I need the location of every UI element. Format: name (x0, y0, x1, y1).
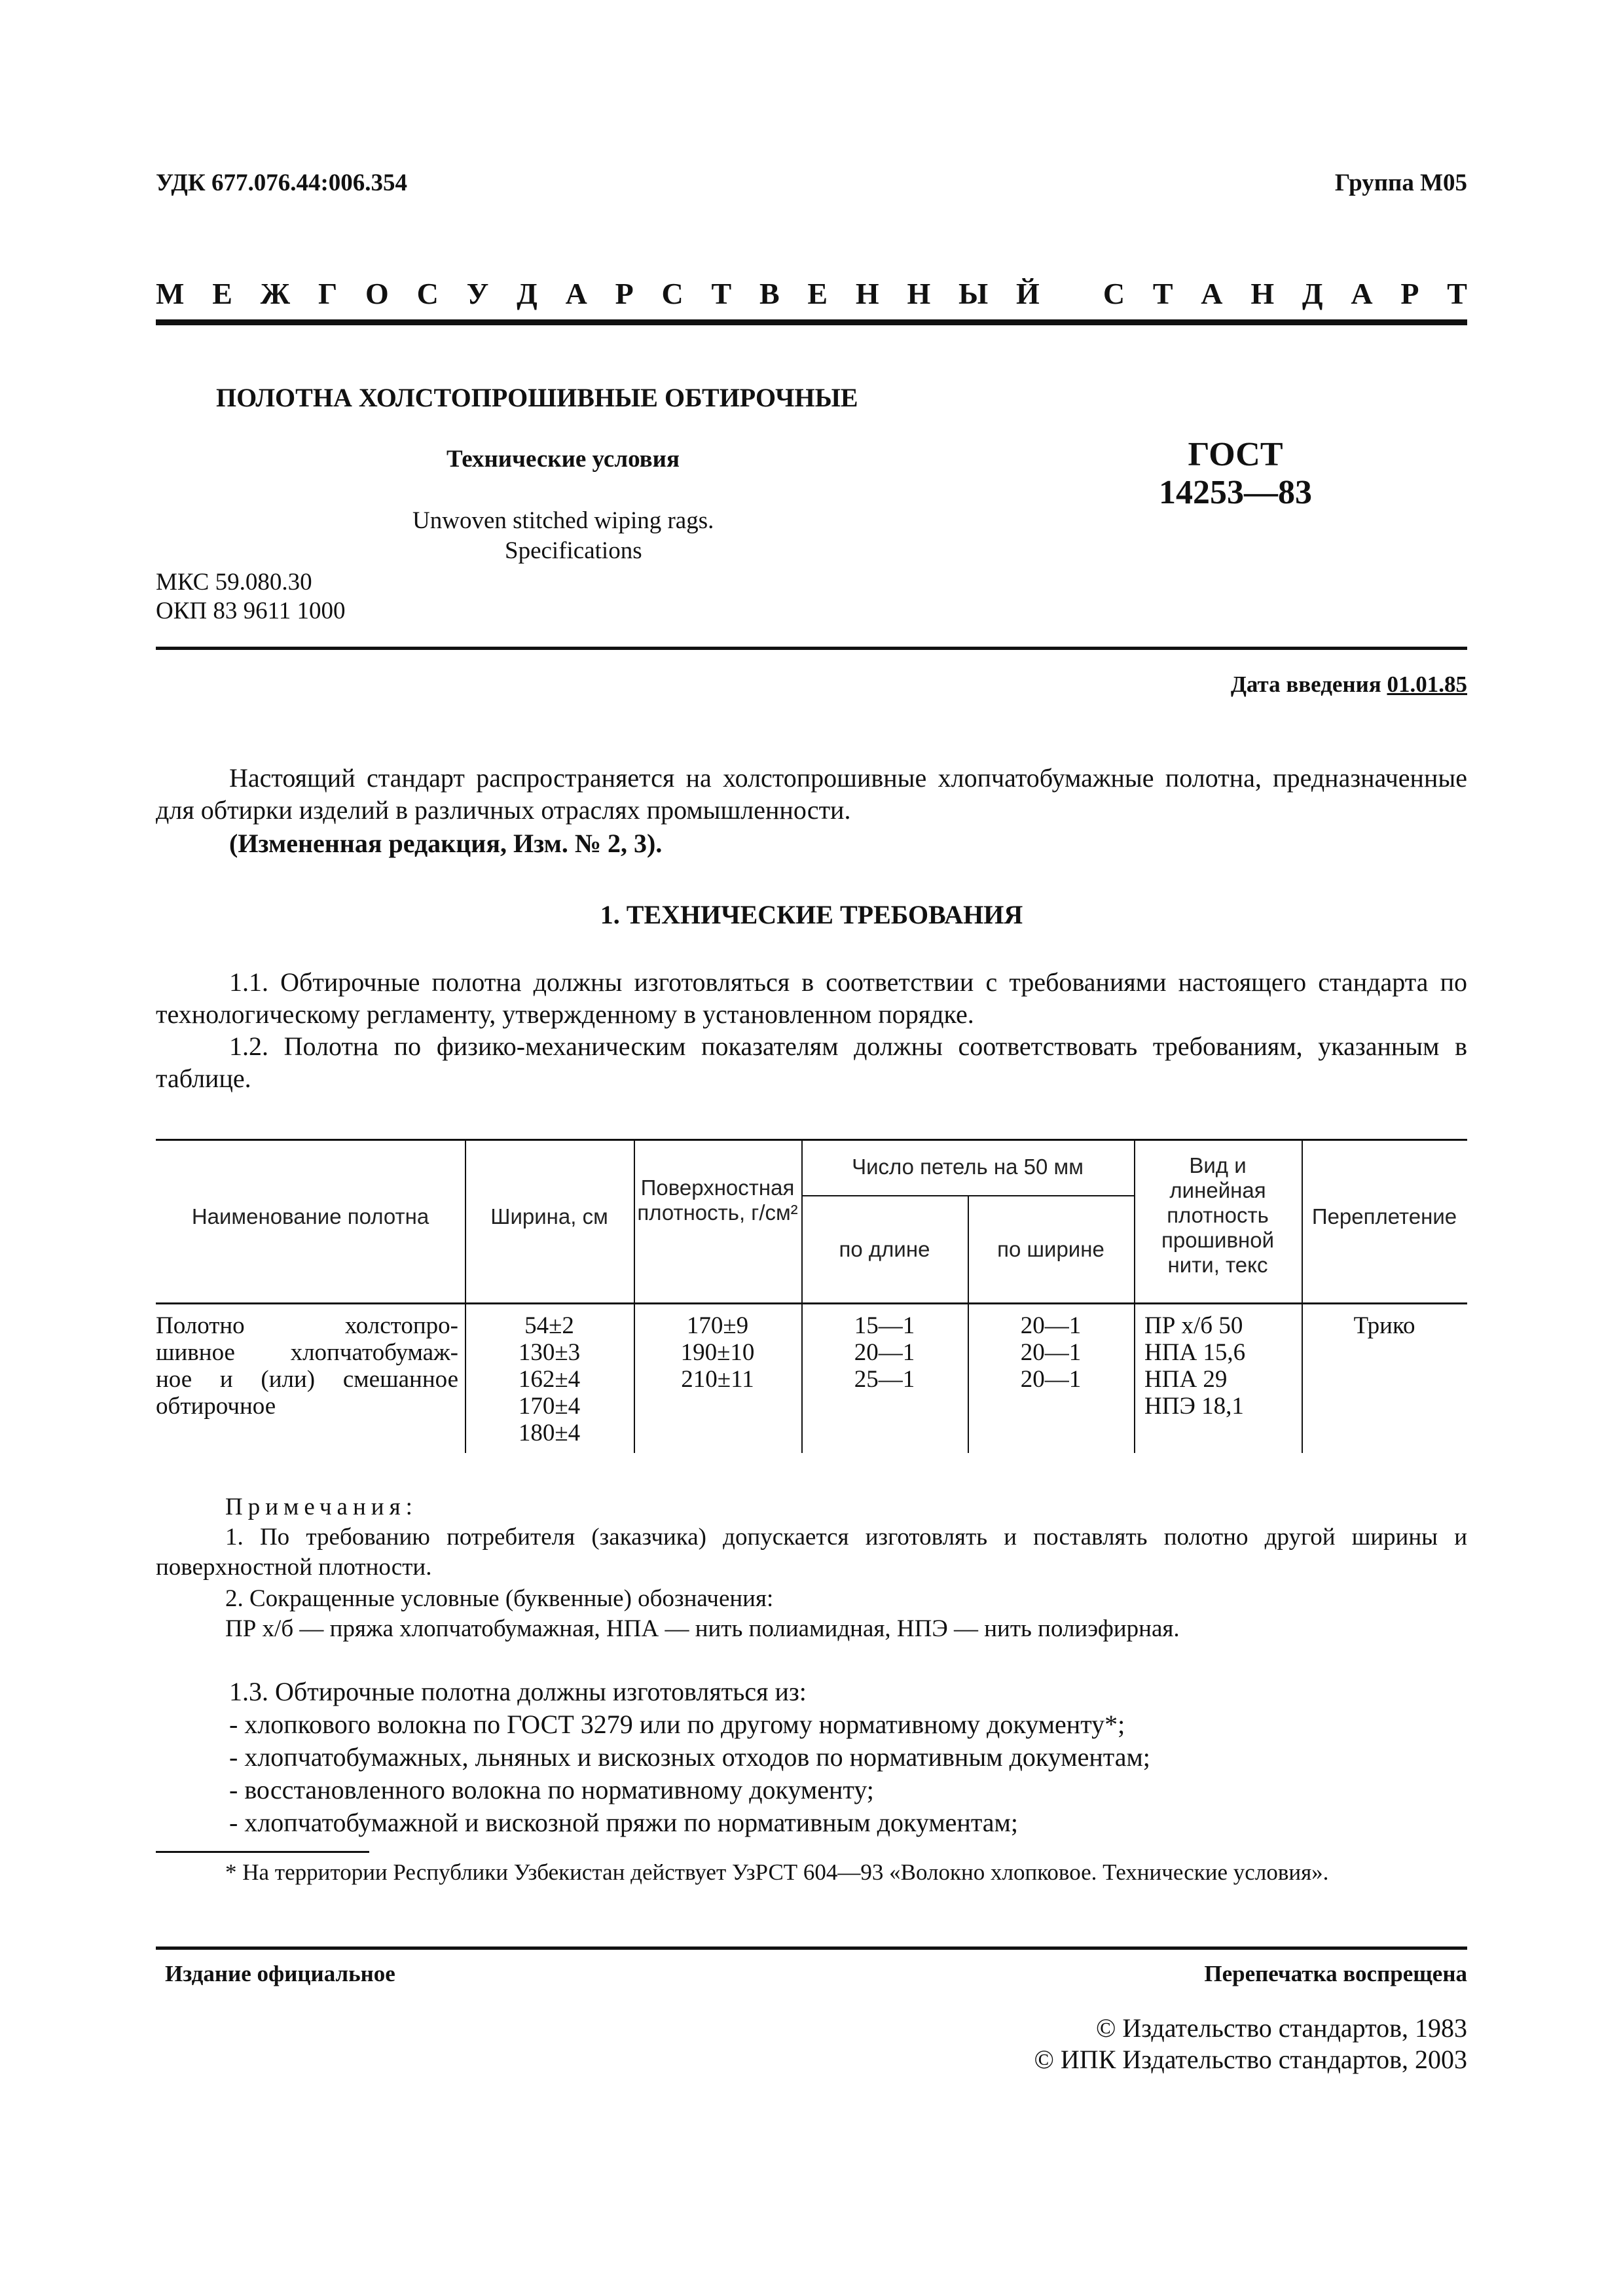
cell-loops-width (968, 1312, 1134, 1393)
cell-line: ПР х/б 50 (1144, 1312, 1243, 1339)
banner-letter: Ы (958, 277, 989, 310)
cell-line: НПА 15,6 (1144, 1339, 1246, 1366)
cell-threads (1144, 1312, 1302, 1420)
cell-widths (465, 1312, 634, 1446)
footnote: * На территории Республики Узбекистан действует УзРСТ 604—93 «Волокно хлопковое. Технические условия». (225, 1859, 1329, 1885)
header-rule (156, 319, 1467, 325)
cell-line: 20—1 (1020, 1312, 1082, 1339)
note-2: 2. Сокращенные условные (буквенные) обозначения: (225, 1585, 774, 1612)
banner-letter: Д (517, 277, 538, 310)
cell-line: НПА 29 (1144, 1366, 1228, 1393)
reprint-note: Перепечатка воспрещена (1204, 1961, 1467, 1986)
header-density: Поверхностная плотность, г/см² (637, 1175, 798, 1225)
cell-line: 162±4 (518, 1366, 581, 1393)
date-label: Дата введения (1230, 672, 1381, 697)
header-width: Ширина, см (490, 1204, 608, 1229)
cell-line: 170±4 (518, 1393, 581, 1420)
cell-densities (634, 1312, 801, 1393)
banner-letter: Т (1447, 277, 1467, 310)
table-divider (1134, 1139, 1135, 1453)
cell-line: Полотно холстопро- (156, 1312, 458, 1339)
header-loops: Число петель на 50 мм (852, 1155, 1084, 1179)
cell-line: 180±4 (518, 1420, 581, 1446)
banner-letter: Т (711, 277, 732, 310)
copyright-line-2: © ИПК Издательство стандартов, 2003 (1034, 2045, 1467, 2074)
document-title: ПОЛОТНА ХОЛСТОПРОШИВНЫЕ ОБТИРОЧНЫЕ (216, 383, 858, 412)
classification-codes (156, 568, 346, 626)
note-1: 1. По требованию потребителя (заказчика) допускается изготовлять и поставлять полотно другой ширины и поверхностной плотности. (156, 1524, 1467, 1581)
banner-letter: О (365, 277, 389, 310)
notes-label: Примечания: (225, 1494, 418, 1520)
banner-letter: У (466, 277, 489, 310)
cell-line: 210±11 (681, 1366, 754, 1393)
banner-letter: Г (318, 277, 338, 310)
cell-loops-length (801, 1312, 968, 1393)
date-value: 01.01.85 (1387, 672, 1467, 697)
banner-letter: Р (615, 277, 634, 310)
cell-line: 15—1 (854, 1312, 915, 1339)
cell-line: ное и (или) смешанное (156, 1366, 458, 1393)
title-rule (156, 647, 1467, 650)
gost-code: 14253—83 (1159, 474, 1312, 511)
gost-label: ГОСТ (1188, 436, 1283, 473)
cell-line: обтирочное (156, 1393, 276, 1420)
table-divider (1302, 1139, 1303, 1453)
banner-letter: Й (1015, 277, 1040, 310)
copyright-line-1: © Издательство стандартов, 1983 (1095, 2013, 1467, 2043)
banner-letter: В (759, 277, 780, 310)
banner-letter: Н (1250, 277, 1275, 310)
banner-letter: Ж (260, 277, 291, 310)
group-code: Группа М05 (1334, 170, 1467, 196)
banner-letter: Т (1152, 277, 1173, 310)
mks-code: МКС 59.080.30 (156, 569, 312, 596)
list-item: - хлопкового волокна по ГОСТ 3279 или по другому нормативному документу*; (229, 1710, 1125, 1739)
banner-letter: С (416, 277, 439, 310)
cell-line: 20—1 (854, 1339, 915, 1366)
section-heading: 1. ТЕХНИЧЕСКИЕ ТРЕБОВАНИЯ (600, 900, 1023, 929)
edition-note: Издание официальное (165, 1961, 395, 1986)
header-name: Наименование полотна (191, 1204, 429, 1229)
udk-code: УДК 677.076.44:006.354 (156, 170, 408, 196)
paragraph-1-3: 1.3. Обтирочные полотна должны изготовляться из: (229, 1677, 807, 1706)
banner-letter: Н (855, 277, 879, 310)
list-item: - хлопчатобумажных, льняных и вискозных отходов по нормативным документам; (229, 1742, 1150, 1772)
paragraph-1-2: 1.2. Полотна по физико-механическим показателям должны соответствовать требованиям, указанным в таблице. (156, 1031, 1467, 1093)
banner-letter: А (1351, 277, 1373, 310)
banner-letter: М (156, 277, 185, 310)
footnote-rule (156, 1851, 369, 1853)
banner-letter: Е (807, 277, 828, 310)
banner-letter: Р (1400, 277, 1419, 310)
table-divider (801, 1139, 803, 1453)
note-2-detail: ПР х/б — пряжа хлопчатобумажная, НПА — нить полиамидная, НПЭ — нить полиэфирная. (225, 1615, 1180, 1642)
english-title-line-2: Specifications (505, 537, 642, 564)
header-weave: Переплетение (1311, 1204, 1457, 1229)
copyright-block (1034, 2013, 1467, 2075)
header-loops-length: по длине (839, 1237, 930, 1261)
banner-letter: С (661, 277, 684, 310)
list-item: - восстановленного волокна по нормативному документу; (229, 1775, 874, 1804)
cell-weave: Трико (1353, 1312, 1415, 1339)
intro-paragraph: Настоящий стандарт распространяется на холстопрошивные хлопчатобумажные полотна, предназначенные для обтирки изделий в различных отраслях промышленности. (156, 763, 1467, 825)
gost-number (1154, 436, 1317, 512)
table-top-rule (156, 1139, 1467, 1141)
paragraph-1-1: 1.1. Обтирочные полотна должны изготовляться в соответствии с требованиями настоящего стандарта по технологическому регламенту, утвержденному в установленном порядке. (156, 967, 1467, 1029)
banner-letter: С (1103, 277, 1125, 310)
document-subtitle: Технические условия (447, 446, 680, 473)
english-title-line-1: Unwoven stitched wiping rags. (412, 507, 714, 534)
cell-line: 130±3 (518, 1339, 581, 1366)
cell-line: шивное хлопчатобумаж- (156, 1339, 458, 1366)
cell-line: НПЭ 18,1 (1144, 1393, 1244, 1420)
banner-letter: Е (212, 277, 232, 310)
cell-line: 20—1 (1020, 1339, 1082, 1366)
cell-line: 54±2 (524, 1312, 574, 1339)
banner-letter: Д (1302, 277, 1323, 310)
table-header-rule (156, 1302, 1467, 1304)
intro-amendment: (Измененная редакция, Изм. № 2, 3). (229, 829, 663, 858)
banner-letter: А (565, 277, 587, 310)
standard-type-banner (156, 276, 1467, 311)
cell-line: 190±10 (680, 1339, 755, 1366)
banner-letter: А (1201, 277, 1223, 310)
effective-date (1231, 672, 1467, 698)
cell-line: 25—1 (854, 1366, 915, 1393)
okp-code: ОКП 83 9611 1000 (156, 598, 346, 624)
banner-gap (1068, 276, 1076, 311)
cell-line: 170±9 (686, 1312, 749, 1339)
header-thread: Вид и линейная плотность прошивной нити, текс (1161, 1153, 1275, 1277)
header-loops-width: по ширине (997, 1237, 1104, 1261)
banner-letter: Н (907, 277, 931, 310)
cell-line: 20—1 (1020, 1366, 1082, 1393)
list-item: - хлопчатобумажной и вискозной пряжи по нормативным документам; (229, 1808, 1018, 1837)
footer-rule (156, 1946, 1467, 1950)
cell-name (156, 1312, 458, 1420)
